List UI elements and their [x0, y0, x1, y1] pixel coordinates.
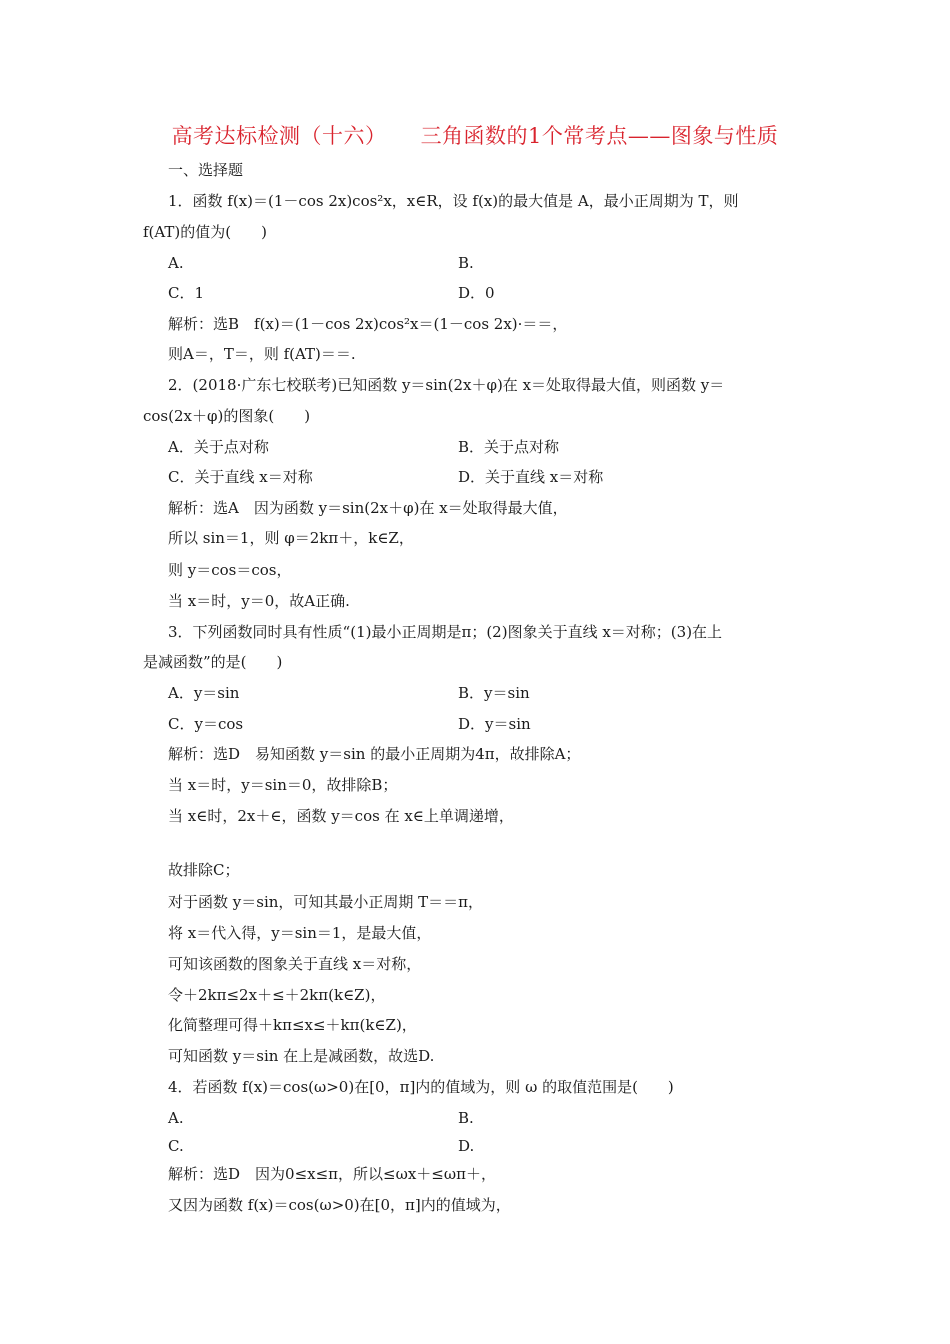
q1-solution-line2: 则A＝，T＝，则 f(AT)＝＝. [168, 345, 356, 363]
q4-option-b: B. [458, 1109, 474, 1127]
q4-option-a: A. [168, 1109, 184, 1127]
q3-solution-line5: 对于函数 y＝sin，可知其最小正周期 T＝＝π， [168, 893, 484, 911]
q1-option-c: C．1 [168, 284, 205, 302]
q2-solution-line3: 则 y＝cos＝cos， [168, 561, 292, 579]
q3-solution-line6: 将 x＝代入得，y＝sin＝1，是最大值， [168, 924, 432, 942]
q4-option-c: C. [168, 1137, 184, 1155]
q1-solution-line1: 解析：选B f(x)＝(1－cos 2x)cos²x＝(1－cos 2x)·＝＝， [168, 315, 568, 333]
q2-stem-line2: cos(2x＋φ)的图象( ) [143, 407, 311, 425]
q3-solution-line8: 令＋2kπ≤2x＋≤＋2kπ(k∈Z)， [168, 986, 386, 1004]
q3-option-c: C．y＝cos [168, 715, 244, 733]
q3-stem-line1: 3．下列函数同时具有性质“(1)最小正周期是π；(2)图象关于直线 x＝对称；(3)在上 [168, 623, 723, 641]
q3-solution-line2: 当 x＝时，y＝sin＝0，故排除B； [168, 776, 398, 794]
q3-solution-line1: 解析：选D 易知函数 y＝sin 的最小正周期为4π，故排除A； [168, 745, 581, 763]
q3-solution-line4: 故排除C； [168, 861, 240, 879]
title-right: 三角函数的1个常考点——图象与性质 [420, 124, 779, 148]
q2-solution-line2: 所以 sin＝1，则 φ＝2kπ＋，k∈Z， [168, 529, 414, 547]
q4-solution-line2: 又因为函数 f(x)＝cos(ω>0)在[0，π]内的值域为， [168, 1196, 511, 1214]
q4-solution-line1: 解析：选D 因为0≤x≤π，所以≤ωx＋≤ωπ＋， [168, 1165, 496, 1183]
q3-solution-line3: 当 x∈时，2x＋∈，函数 y＝cos 在 x∈上单调递增， [168, 807, 514, 825]
q3-solution-line10: 可知函数 y＝sin 在上是减函数，故选D. [168, 1047, 435, 1065]
q2-solution-line1: 解析：选A 因为函数 y＝sin(2x＋φ)在 x＝处取得最大值， [168, 499, 568, 517]
q3-solution-line7: 可知该函数的图象关于直线 x＝对称， [168, 955, 422, 973]
q3-option-a: A．y＝sin [168, 684, 240, 702]
q3-option-b: B．y＝sin [458, 684, 530, 702]
q1-option-a: A. [168, 254, 184, 272]
title-left: 高考达标检测（十六） [171, 124, 387, 148]
q3-stem-line2: 是减函数”的是( ) [143, 653, 283, 671]
q2-stem-line1: 2．(2018·广东七校联考)已知函数 y＝sin(2x＋φ)在 x＝处取得最大值，则函数 y＝ [168, 376, 725, 394]
q3-option-d: D．y＝sin [458, 715, 531, 733]
q3-solution-line9: 化简整理可得＋kπ≤x≤＋kπ(k∈Z)， [168, 1016, 417, 1034]
q1-option-b: B. [458, 254, 474, 272]
q1-stem-line2: f(AT)的值为( ) [143, 223, 267, 241]
q4-option-d: D. [458, 1137, 475, 1155]
section-heading: 一、选择题 [168, 161, 244, 179]
page-title [0, 120, 950, 150]
q2-option-c: C．关于直线 x＝对称 [168, 468, 313, 486]
q1-stem-line1: 1．函数 f(x)＝(1－cos 2x)cos²x，x∈R，设 f(x)的最大值是 A，最小正周期为 T，则 [168, 192, 739, 210]
q4-stem: 4．若函数 f(x)＝cos(ω>0)在[0，π]内的值域为，则 ω 的取值范围是( ) [168, 1078, 674, 1096]
q2-option-d: D．关于直线 x＝对称 [458, 468, 604, 486]
q2-solution-line4: 当 x＝时，y＝0，故A正确. [168, 592, 350, 610]
q2-option-b: B．关于点对称 [458, 438, 560, 456]
q2-option-a: A．关于点对称 [168, 438, 269, 456]
q1-option-d: D．0 [458, 284, 495, 302]
